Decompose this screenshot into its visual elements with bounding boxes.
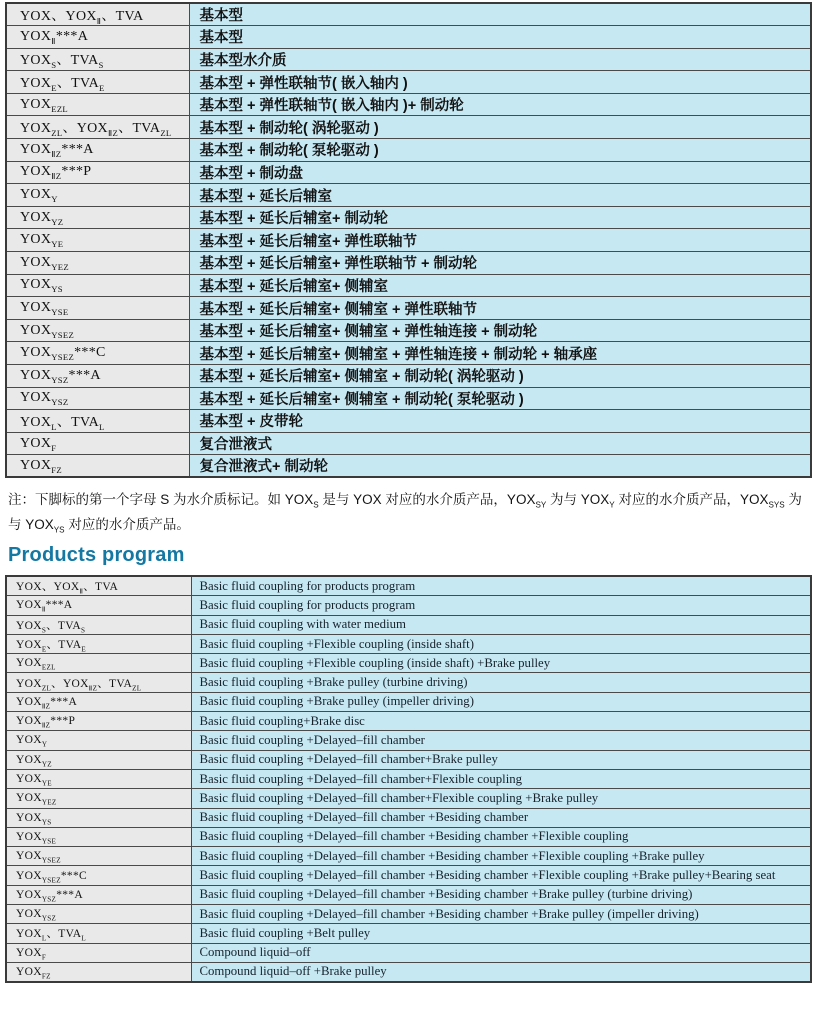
model-description-cell: 基本型 + 延长后辅室+ 侧辅室 + 弹性联轴节 xyxy=(189,297,811,320)
model-description-cell: Basic fluid coupling +Delayed–fill chamber +Besiding chamber xyxy=(191,808,811,827)
model-description-cell: Basic fluid coupling +Delayed–fill chamber +Besiding chamber +Flexible coupling +Brake pulley xyxy=(191,847,811,866)
model-description-cell: Basic fluid coupling +Delayed–fill chamber xyxy=(191,731,811,750)
table-row xyxy=(6,692,811,711)
model-code-cell: $YOX_Y$ xyxy=(6,731,191,750)
table-row xyxy=(6,943,811,962)
chinese-models-table xyxy=(5,2,812,478)
model-description-cell: Basic fluid coupling +Belt pulley xyxy=(191,924,811,943)
model-description-cell: Basic fluid coupling +Delayed–fill chamber+Flexible coupling +Brake pulley xyxy=(191,789,811,808)
table-row xyxy=(6,206,811,229)
model-code-cell: $YOX_{YSEZ}$ xyxy=(6,319,189,342)
table-row xyxy=(6,866,811,885)
model-code-cell: $YOX_{YSZ}***A$ xyxy=(6,365,189,388)
english-models-table xyxy=(5,575,812,982)
table-row xyxy=(6,750,811,769)
model-code-cell: $YOX_{ⅡZ}***A$ xyxy=(6,139,189,162)
model-description-cell: 基本型 + 制动盘 xyxy=(189,161,811,184)
table-row xyxy=(6,455,811,478)
model-description-cell: Basic fluid coupling +Brake pulley (impeller driving) xyxy=(191,692,811,711)
table-row xyxy=(6,654,811,673)
model-code-cell: $YOX_{YS}$ xyxy=(6,808,191,827)
model-description-cell: Compound liquid–off xyxy=(191,943,811,962)
model-description-cell: Basic fluid coupling with water medium xyxy=(191,615,811,634)
table-row xyxy=(6,319,811,342)
model-description-cell: 基本型水介质 xyxy=(189,48,811,71)
table-row xyxy=(6,3,811,26)
model-description-cell: 基本型 + 延长后辅室 xyxy=(189,184,811,207)
model-code-cell: $YOX_{ⅡZ}***P$ xyxy=(6,712,191,731)
table-row xyxy=(6,410,811,433)
table-row xyxy=(6,634,811,653)
model-code-cell: $YOX_{YSZ}$ xyxy=(6,387,189,410)
section-heading: Products program xyxy=(8,544,185,567)
model-description-cell: Basic fluid coupling for products program xyxy=(191,576,811,595)
model-code-cell: $YOX_{YEZ}$ xyxy=(6,252,189,275)
table-row xyxy=(6,48,811,71)
table-row xyxy=(6,252,811,275)
model-description-cell: 基本型 + 延长后辅室+ 侧辅室 xyxy=(189,274,811,297)
model-code-cell: $YOX_{YZ}$ xyxy=(6,206,189,229)
model-code-cell: $YOX_{YSZ}***A$ xyxy=(6,885,191,904)
table-row xyxy=(6,596,811,615)
model-description-cell: Basic fluid coupling +Flexible coupling (inside shaft) +Brake pulley xyxy=(191,654,811,673)
table-row xyxy=(6,93,811,116)
table-row xyxy=(6,712,811,731)
model-description-cell: Basic fluid coupling +Delayed–fill chamber +Besiding chamber +Flexible coupling xyxy=(191,827,811,846)
model-code-cell: YOX、$YOX_Ⅱ$、TVA xyxy=(6,576,191,595)
table-row xyxy=(6,229,811,252)
model-code-cell: $YOX_Ⅱ***A$ xyxy=(6,596,191,615)
table-row xyxy=(6,808,811,827)
model-code-cell: $YOX_{YS}$ xyxy=(6,274,189,297)
table-row xyxy=(6,827,811,846)
table-row xyxy=(6,161,811,184)
model-description-cell: 基本型 + 弹性联轴节( 嵌入轴内 )+ 制动轮 xyxy=(189,93,811,116)
model-description-cell: Compound liquid–off +Brake pulley xyxy=(191,962,811,981)
model-description-cell: 基本型 + 皮带轮 xyxy=(189,410,811,433)
table-row xyxy=(6,297,811,320)
model-code-cell: $YOX_L$、$TVA_L$ xyxy=(6,924,191,943)
model-code-cell: $YOX_F$ xyxy=(6,943,191,962)
model-code-cell: $YOX_{YSZ}$ xyxy=(6,905,191,924)
table-row xyxy=(6,789,811,808)
model-code-cell: $YOX_L$、$TVA_L$ xyxy=(6,410,189,433)
model-code-cell: $YOX_Y$ xyxy=(6,184,189,207)
model-code-cell: $YOX_{ZL}$、$YOX_{ⅡZ}$、$TVA_{ZL}$ xyxy=(6,673,191,692)
table-row xyxy=(6,576,811,595)
model-code-cell: $YOX_{YSEZ}***C$ xyxy=(6,866,191,885)
model-code-cell: $YOX_S$、$TVA_S$ xyxy=(6,48,189,71)
table-row xyxy=(6,615,811,634)
model-description-cell: Basic fluid coupling +Brake pulley (turbine driving) xyxy=(191,673,811,692)
model-description-cell: 基本型 xyxy=(189,3,811,26)
model-code-cell: $YOX_F$ xyxy=(6,432,189,455)
table-row xyxy=(6,387,811,410)
model-description-cell: 复合泄液式 xyxy=(189,432,811,455)
table-row xyxy=(6,924,811,943)
model-description-cell: 基本型 + 延长后辅室+ 制动轮 xyxy=(189,206,811,229)
model-description-cell: Basic fluid coupling for products program xyxy=(191,596,811,615)
table-row xyxy=(6,184,811,207)
table-row xyxy=(6,731,811,750)
model-description-cell: Basic fluid coupling +Delayed–fill chamber +Besiding chamber +Brake pulley (turbine driving) xyxy=(191,885,811,904)
model-description-cell: Basic fluid coupling +Delayed–fill chamber+Brake pulley xyxy=(191,750,811,769)
model-code-cell: YOX、$YOX_Ⅱ$、TVA xyxy=(6,3,189,26)
model-code-cell: $YOX_{YEZ}$ xyxy=(6,789,191,808)
table-row xyxy=(6,769,811,788)
model-code-cell: $YOX_Ⅱ***A$ xyxy=(6,26,189,49)
model-code-cell: $YOX_{YSEZ}***C$ xyxy=(6,342,189,365)
model-description-cell: 基本型 + 延长后辅室+ 弹性联轴节 + 制动轮 xyxy=(189,252,811,275)
model-code-cell: $YOX_{EZL}$ xyxy=(6,654,191,673)
model-description-cell: 复合泄液式+ 制动轮 xyxy=(189,455,811,478)
model-description-cell: 基本型 + 制动轮( 涡轮驱动 ) xyxy=(189,116,811,139)
table-row xyxy=(6,365,811,388)
table-row xyxy=(6,342,811,365)
model-description-cell: 基本型 + 延长后辅室+ 弹性联轴节 xyxy=(189,229,811,252)
model-code-cell: $YOX_{YE}$ xyxy=(6,769,191,788)
model-description-cell: 基本型 + 弹性联轴节( 嵌入轴内 ) xyxy=(189,71,811,94)
table-row xyxy=(6,71,811,94)
model-description-cell: 基本型 + 延长后辅室+ 侧辅室 + 制动轮( 泵轮驱动 ) xyxy=(189,387,811,410)
table-row xyxy=(6,847,811,866)
model-description-cell: 基本型 + 延长后辅室+ 侧辅室 + 弹性轴连接 + 制动轮 + 轴承座 xyxy=(189,342,811,365)
model-description-cell: Basic fluid coupling +Flexible coupling (inside shaft) xyxy=(191,634,811,653)
model-code-cell: $YOX_{ⅡZ}***P$ xyxy=(6,161,189,184)
model-description-cell: Basic fluid coupling+Brake disc xyxy=(191,712,811,731)
model-code-cell: $YOX_S$、$TVA_S$ xyxy=(6,615,191,634)
table-row xyxy=(6,139,811,162)
model-description-cell: Basic fluid coupling +Delayed–fill chamber +Besiding chamber +Brake pulley (impeller driving) xyxy=(191,905,811,924)
table-row xyxy=(6,885,811,904)
model-code-cell: $YOX_{FZ}$ xyxy=(6,962,191,981)
model-code-cell: $YOX_E$、$TVA_E$ xyxy=(6,634,191,653)
model-description-cell: 基本型 + 制动轮( 泵轮驱动 ) xyxy=(189,139,811,162)
table-row xyxy=(6,905,811,924)
model-description-cell: 基本型 + 延长后辅室+ 侧辅室 + 制动轮( 涡轮驱动 ) xyxy=(189,365,811,388)
table-row xyxy=(6,274,811,297)
model-code-cell: $YOX_{YSEZ}$ xyxy=(6,847,191,866)
model-code-cell: $YOX_{ZL}$、$YOX_{ⅡZ}$、$TVA_{ZL}$ xyxy=(6,116,189,139)
model-code-cell: $YOX_E$、$TVA_E$ xyxy=(6,71,189,94)
table-row xyxy=(6,673,811,692)
model-code-cell: $YOX_{YZ}$ xyxy=(6,750,191,769)
model-code-cell: $YOX_{EZL}$ xyxy=(6,93,189,116)
footnote-text: 注：下脚标的第一个字母 S 为水介质标记。如 $YOX_S$ 是与 YOX 对应的水介质产品，$YOX_{SY}$ 为与 $YOX_Y$ 对应的水介质产品，$YOX_{SYS}$ 为与 $YOX_{YS}$ 对应的水介质产品。 xyxy=(8,492,802,536)
table-row xyxy=(6,116,811,139)
model-code-cell: $YOX_{YE}$ xyxy=(6,229,189,252)
table-row xyxy=(6,962,811,981)
table-row xyxy=(6,432,811,455)
model-description-cell: 基本型 + 延长后辅室+ 侧辅室 + 弹性轴连接 + 制动轮 xyxy=(189,319,811,342)
model-code-cell: $YOX_{YSE}$ xyxy=(6,297,189,320)
model-code-cell: $YOX_{FZ}$ xyxy=(6,455,189,478)
model-description-cell: 基本型 xyxy=(189,26,811,49)
model-description-cell: Basic fluid coupling +Delayed–fill chamber+Flexible coupling xyxy=(191,769,811,788)
table-row xyxy=(6,26,811,49)
model-code-cell: $YOX_{ⅡZ}***A$ xyxy=(6,692,191,711)
model-code-cell: $YOX_{YSE}$ xyxy=(6,827,191,846)
model-description-cell: Basic fluid coupling +Delayed–fill chamber +Besiding chamber +Flexible coupling +Brake pulley+Bearing seat xyxy=(191,866,811,885)
